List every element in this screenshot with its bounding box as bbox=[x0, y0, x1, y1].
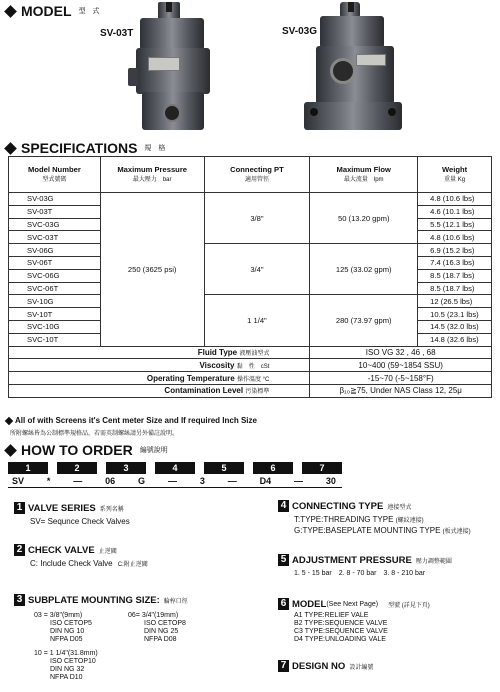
section-number-7: 7 bbox=[278, 660, 289, 672]
order-num-5: 5 bbox=[204, 462, 244, 474]
model-cell: SVC-03T bbox=[9, 231, 101, 244]
section-valve-series: 1 VALVE SERIES 系列名稱 SV= Sequnce Check Valves bbox=[14, 502, 264, 527]
weight-cell: 10.5 (23.1 lbs) bbox=[418, 308, 492, 321]
diamond-bullet-icon bbox=[4, 5, 17, 18]
diamond-bullet-icon bbox=[4, 142, 17, 155]
order-val-model: D4 bbox=[259, 475, 272, 486]
specs-heading: SPECIFICATIONS 規 格 bbox=[6, 140, 165, 156]
diamond-bullet-icon bbox=[5, 416, 13, 424]
weight-cell: 5.5 (12.1 lbs) bbox=[418, 218, 492, 231]
order-code-box bbox=[8, 462, 342, 488]
model-cell: SV-10T bbox=[9, 308, 101, 321]
model-label-sv03t: SV-03T bbox=[100, 28, 134, 39]
pressure-cell: 250 (3625 psi) bbox=[100, 193, 204, 347]
size-06-list: 06= 3/4"(19mm) ISO CETOP8 DIN NG 25 NFPA D08 bbox=[128, 612, 186, 643]
screen-note: All of with Screens it's Cent meter Size and If required Inch Size bbox=[6, 416, 257, 425]
order-num-6: 6 bbox=[253, 462, 293, 474]
order-val-type: G bbox=[138, 475, 146, 486]
table-row bbox=[9, 384, 492, 397]
order-val-dash: — bbox=[73, 475, 83, 486]
model-cell: SVC-06G bbox=[9, 269, 101, 282]
section-number-5: 5 bbox=[278, 554, 289, 566]
section-number-1: 1 bbox=[14, 502, 25, 514]
fluid-type-label: Fluid Type 液壓油型式 bbox=[9, 346, 310, 359]
order-heading: HOW TO ORDER 編號說明 bbox=[6, 442, 168, 458]
model-heading: MODEL 型 式 bbox=[6, 3, 100, 19]
model-cell: SV-03G bbox=[9, 193, 101, 206]
contamination-value: β₁₀≧75, Under NAS Class 12, 25μ bbox=[310, 384, 492, 397]
col-header-flow: Maximum Flow 最大流量 lpm bbox=[310, 157, 418, 193]
flow-cell: 280 (73.97 gpm) bbox=[310, 295, 418, 346]
model-cell: SV-10G bbox=[9, 295, 101, 308]
order-num-7: 7 bbox=[302, 462, 342, 474]
model-cell: SV-03T bbox=[9, 205, 101, 218]
weight-cell: 14.8 (32.6 lbs) bbox=[418, 333, 492, 346]
order-num-4: 4 bbox=[155, 462, 195, 474]
section-number-2: 2 bbox=[14, 544, 25, 556]
order-val-dash: — bbox=[227, 475, 237, 486]
section-model: 6 MODEL (See Next Page) 型號 (詳見下頁) A1 TYPE:RELIEF VALE B2 TYPE:SEQUENCE VALVE C3 TYPE:SEQUENCE VALVE D4 TYPE:UNLOADING VALE bbox=[278, 598, 498, 644]
viscosity-value: 10~400 (59~1854 SSU) bbox=[310, 359, 492, 372]
specs-table-wrap bbox=[8, 156, 492, 398]
temperature-value: -15~70 (-5~158°F) bbox=[310, 372, 492, 385]
model-cell: SVC-10T bbox=[9, 333, 101, 346]
order-num-1: 1 bbox=[8, 462, 48, 474]
size-10-list: 10 = 1 1/4"(31.8mm) ISO CETOP10 DIN NG 32 NFPA D10 bbox=[34, 650, 98, 681]
section-connecting-type: 4 CONNECTING TYPE 連接型式 T:TYPE:THREADING TYPE (螺紋連接) G:TYPE:BASEPLATE MOUNTING TYPE (板式連接) bbox=[278, 500, 498, 537]
size-03-list: 03 = 3/8"(9mm) ISO CETOP5 DIN NG 10 NFPA D05 bbox=[34, 612, 92, 643]
order-num-2: 2 bbox=[57, 462, 97, 474]
pt-cell: 3/4" bbox=[204, 244, 310, 295]
col-header-weight: Weight 重量 Kg bbox=[418, 157, 492, 193]
table-row bbox=[9, 295, 492, 308]
pt-cell: 1 1/4" bbox=[204, 295, 310, 346]
weight-cell: 8.5 (18.7 lbs) bbox=[418, 282, 492, 295]
weight-cell: 14.5 (32.0 lbs) bbox=[418, 320, 492, 333]
valve-image-sv03t bbox=[118, 2, 228, 130]
weight-cell: 7.4 (16.3 lbs) bbox=[418, 256, 492, 269]
model-cell: SV-06T bbox=[9, 256, 101, 269]
model-cell: SVC-10G bbox=[9, 320, 101, 333]
order-code-numbers bbox=[8, 462, 342, 474]
table-row bbox=[9, 193, 492, 206]
screen-note-cn: 所附螺絲皆為公制標準規格品，若需英制螺絲請另外備註說明。 bbox=[10, 431, 179, 437]
section-number-6: 6 bbox=[278, 598, 289, 610]
temperature-label: Operating Temperature 操作溫度 °C bbox=[9, 372, 310, 385]
table-row bbox=[9, 244, 492, 257]
section-adjustment-pressure: 5 ADJUSTMENT PRESSURE 壓力調整範圍 1. 5 - 15 bar 2. 8 - 70 bar 3. 8 - 210 bar bbox=[278, 554, 498, 578]
col-header-connecting: Connecting PT 適用管徑 bbox=[204, 157, 310, 193]
order-val-check: * bbox=[46, 475, 51, 486]
weight-cell: 6.9 (15.2 lbs) bbox=[418, 244, 492, 257]
order-val-series: SV bbox=[12, 475, 25, 486]
model-cell: SV-06G bbox=[9, 244, 101, 257]
section-subplate-size: 3 SUBPLATE MOUNTING SIZE: 輪椁口徑 03 = 3/8"(9mm) ISO CETOP5 DIN NG 10 NFPA D05 06= 3/4"(19mm) ISO CETOP8 DIN NG 25 NFPA D08 10 = 1 1/4"(31.8mm) ISO CETOP10 DIN NG 32 NFPA D10 bbox=[14, 594, 274, 606]
weight-cell: 4.8 (10.6 lbs) bbox=[418, 193, 492, 206]
order-val-dash: — bbox=[293, 475, 303, 486]
table-row bbox=[9, 372, 492, 385]
order-val-dash: — bbox=[167, 475, 177, 486]
valve-image-sv03g bbox=[296, 2, 406, 130]
weight-cell: 4.8 (10.6 lbs) bbox=[418, 231, 492, 244]
order-val-size: 06 bbox=[105, 475, 116, 486]
order-code-values bbox=[8, 474, 342, 488]
section-number-4: 4 bbox=[278, 500, 289, 512]
section-number-3: 3 bbox=[14, 594, 25, 606]
section-design-no: 7 DESIGN NO 設計編號 bbox=[278, 660, 498, 672]
weight-cell: 12 (26.5 lbs) bbox=[418, 295, 492, 308]
specs-table bbox=[8, 156, 492, 398]
order-val-design: 30 bbox=[325, 475, 336, 486]
specs-header-row bbox=[9, 157, 492, 193]
table-row bbox=[9, 359, 492, 372]
flow-cell: 50 (13.20 gpm) bbox=[310, 193, 418, 244]
flow-cell: 125 (33.02 gpm) bbox=[310, 244, 418, 295]
fluid-type-value: ISO VG 32 , 46 , 68 bbox=[310, 346, 492, 359]
model-cell: SVC-03G bbox=[9, 218, 101, 231]
contamination-label: Contamination Level 污染標準 bbox=[9, 384, 310, 397]
col-header-pressure: Maximum Pressure 最大壓力 bar bbox=[100, 157, 204, 193]
model-label-sv03g: SV-03G bbox=[282, 26, 318, 37]
order-val-pressure: 3 bbox=[199, 475, 205, 486]
section-check-valve: 2 CHECK VALVE 止逆閥 C: Include Check Valve C:附止逆閥 bbox=[14, 544, 264, 570]
weight-cell: 4.6 (10.1 lbs) bbox=[418, 205, 492, 218]
diamond-bullet-icon bbox=[4, 444, 17, 457]
model-cell: SVC-06T bbox=[9, 282, 101, 295]
order-num-3: 3 bbox=[106, 462, 146, 474]
viscosity-label: Viscosity 黏 性 cSt bbox=[9, 359, 310, 372]
weight-cell: 8.5 (18.7 lbs) bbox=[418, 269, 492, 282]
pt-cell: 3/8" bbox=[204, 193, 310, 244]
table-row bbox=[9, 346, 492, 359]
col-header-model: Model Number 型式號碼 bbox=[9, 157, 101, 193]
